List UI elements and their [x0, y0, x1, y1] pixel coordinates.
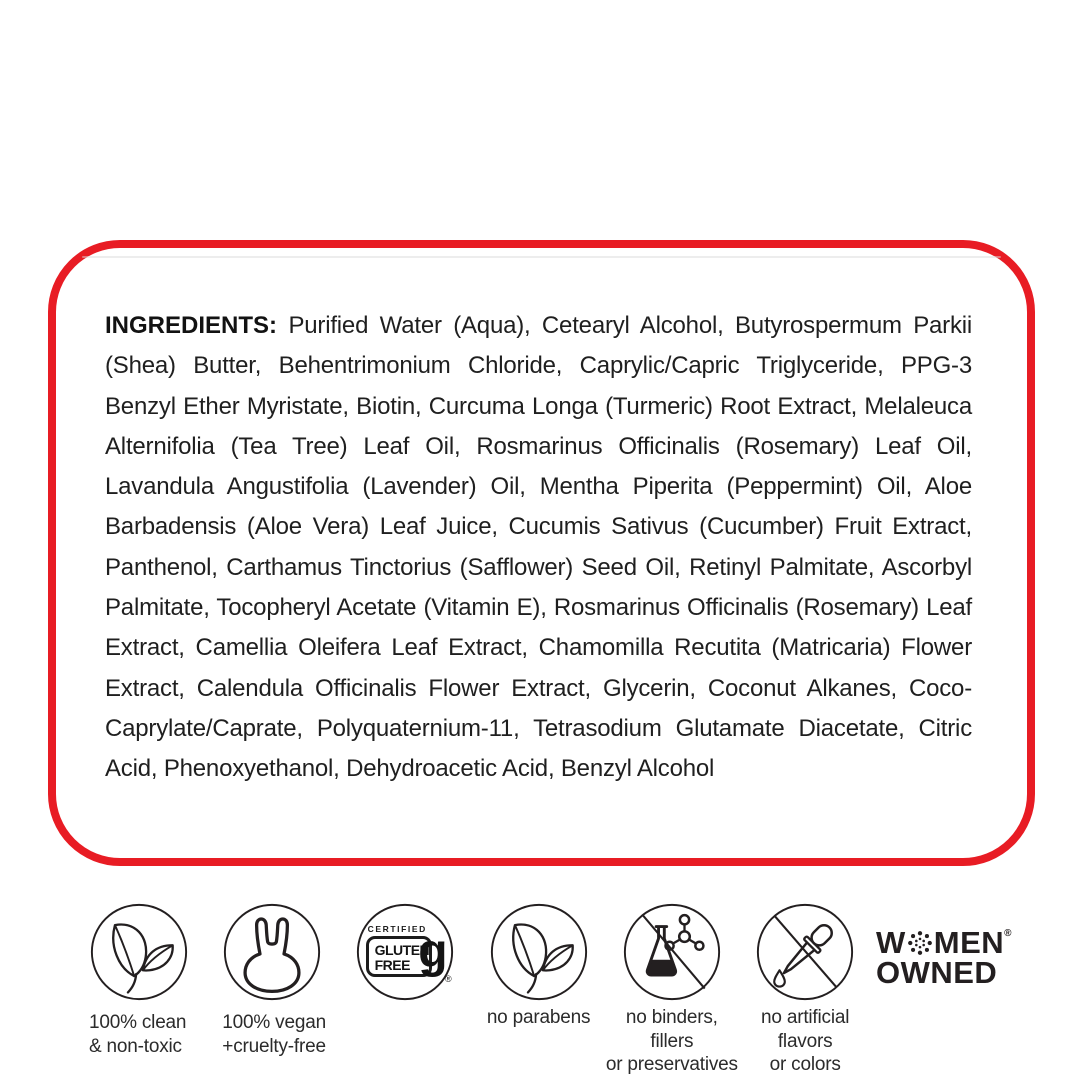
gluten-free-seal — [366, 924, 452, 984]
women-owned-logo — [876, 925, 1026, 990]
badge-label — [222, 1011, 326, 1058]
badge-label-line1: no artificial flavors — [761, 1007, 850, 1052]
badge-label-line2: +cruelty-free — [222, 1035, 326, 1057]
ingredients-heading: INGREDIENTS: — [105, 312, 278, 339]
ingredients-text: Purified Water (Aqua), Cetearyl Alcohol, Butyrospermum Parkii (Shea) Butter, Behentrimonium Chloride, Caprylic/Capric Triglyceride, PPG-3 Benzyl Ether Myristate, Biotin, Curcuma Longa (Turmeric) Root Extract, Melaleuca Alternifolia (Tea Tree) Leaf Oil, Rosmarinus Officinalis (Rosemary) Leaf Oil, Lavandula Angustifolia (Lavender) Oil, Mentha Piperita (Peppermint) Oil, Aloe Barbadensis (Aloe Vera) Leaf Juice, Cucumis Sativus (Cucumber) Fruit Extract, Panthenol, Carthamus Tinctorius (Safflower) Seed Oil, Retinyl Palmitate, Ascorbyl Palmitate, Tocopheryl Acetate (Vitamin E), Rosmarinus Officinalis (Rosemary) Leaf Extract, Camellia Oleifera Leaf Extract, Chamomilla Recutita (Matricaria) Flower Extract, Calendula Officinalis Flower Extract, Glycerin, Coconut Alkanes, Coco-Caprylate/Caprate, Polyquaternium-11, Tetrasodium Glutamate Diacetate, Citric Acid, Phenoxyethanol, Dehydroacetic Acid, Benzyl Alcohol — [105, 312, 973, 783]
bunny-icon — [222, 902, 322, 1002]
certification-badges-row — [72, 902, 872, 1077]
badge-label — [738, 1006, 871, 1077]
gf-g-mark: g — [418, 925, 448, 978]
badge-no-parabens — [472, 902, 605, 1077]
women-owned-line2: OWNED — [876, 955, 998, 990]
badge-no-artificial — [738, 902, 871, 1077]
wo-w: W — [876, 925, 906, 960]
badge-certified-gluten-free — [339, 902, 472, 1002]
badge-label — [605, 1006, 738, 1077]
badge-label-line1: no parabens — [486, 1007, 591, 1028]
badge-label-line1: no binders, fillers — [625, 1007, 718, 1052]
ingredients-paragraph — [105, 306, 972, 790]
dropper-crossed-icon — [755, 902, 855, 1002]
gf-registered-mark: ® — [444, 974, 452, 984]
badge-label-line1: 100% clean — [89, 1012, 187, 1033]
dot-rosette-icon — [907, 930, 933, 956]
badge-vegan-cruelty-free — [205, 902, 338, 1077]
women-owned-line1 — [876, 925, 1026, 960]
wo-registered-mark: ® — [1004, 928, 1013, 939]
badge-clean-non-toxic — [72, 902, 205, 1077]
badge-label-line2: & non-toxic — [89, 1035, 182, 1057]
gf-word-gluten: GLUTEN — [374, 942, 430, 958]
badge-no-binders — [605, 902, 738, 1077]
badge-label — [89, 1011, 186, 1058]
leaves-icon — [89, 902, 189, 1002]
wo-men: MEN — [933, 925, 1005, 960]
ingredients-panel — [48, 240, 1035, 866]
gf-certified-text: CERTIFIED — [367, 924, 427, 934]
badge-label-line1: 100% vegan — [222, 1012, 326, 1033]
badge-label-line2: or colors — [769, 1054, 841, 1075]
leaves-icon — [489, 902, 589, 1002]
gf-word-free: FREE — [374, 957, 410, 973]
flask-crossed-icon — [622, 902, 722, 1002]
badge-label — [487, 1006, 590, 1030]
panel-top-shadow-line — [82, 256, 1001, 258]
badge-label-line2: or preservatives — [605, 1054, 738, 1075]
